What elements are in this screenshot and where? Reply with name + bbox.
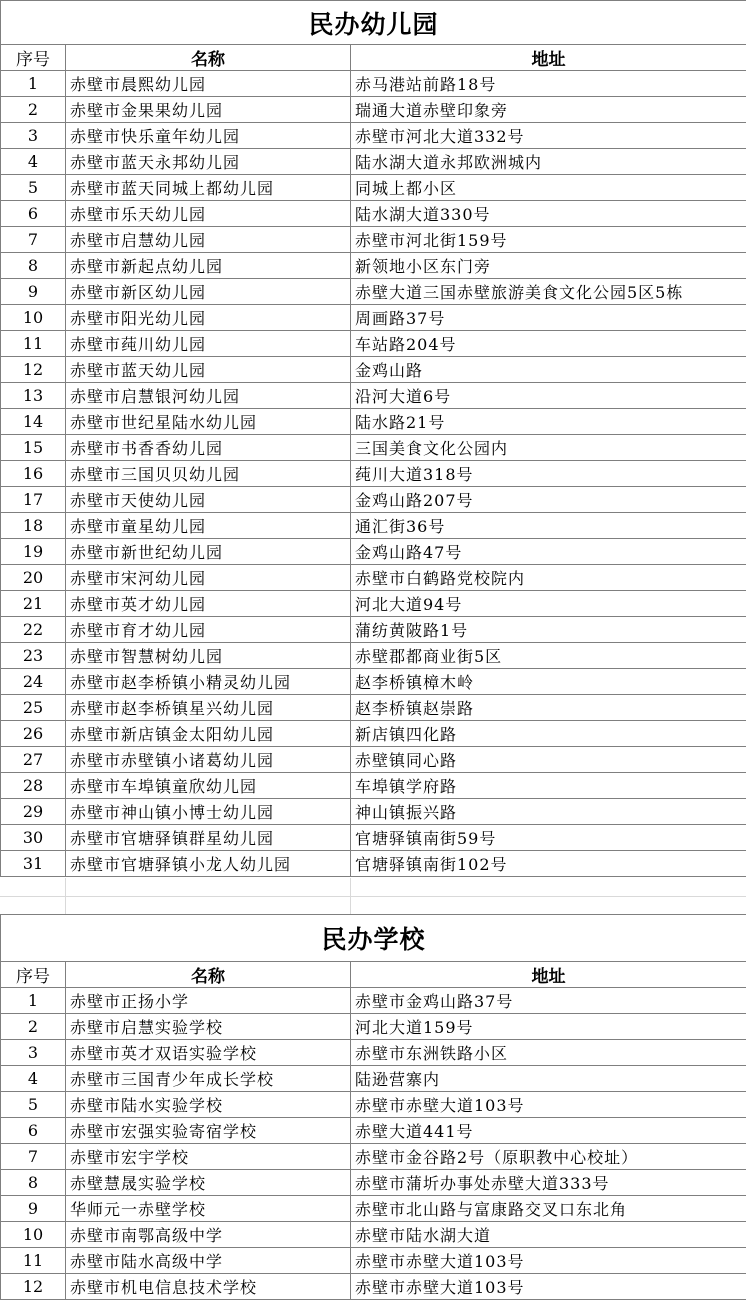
header-address: 地址 [351,962,746,988]
row-seq: 6 [1,201,66,227]
row-address: 陆水湖大道330号 [351,201,746,227]
table-row [1,1144,746,1170]
row-seq: 1 [1,71,66,97]
row-address: 金鸡山路47号 [351,539,746,565]
table-row [1,175,746,201]
row-seq: 2 [1,1014,66,1040]
row-name: 赤壁市南鄂高级中学 [66,1222,351,1248]
kindergarten-header-row [1,45,746,71]
row-address: 赤壁郡都商业街5区 [351,643,746,669]
row-name: 赤壁市乐天幼儿园 [66,201,351,227]
row-seq: 8 [1,1170,66,1196]
row-seq: 29 [1,799,66,825]
row-name: 赤壁市天使幼儿园 [66,487,351,513]
row-address: 沿河大道6号 [351,383,746,409]
row-name: 赤壁市世纪星陆水幼儿园 [66,409,351,435]
row-seq: 28 [1,773,66,799]
row-address: 赤壁市金鸡山路37号 [351,988,746,1014]
row-seq: 5 [1,1092,66,1118]
table-row [1,721,746,747]
row-name: 赤壁市宋河幼儿园 [66,565,351,591]
table-row [1,747,746,773]
table-row [1,331,746,357]
school-table [0,914,746,1300]
row-name: 赤壁市启慧幼儿园 [66,227,351,253]
table-row [1,461,746,487]
header-address: 地址 [351,45,746,71]
row-seq: 20 [1,565,66,591]
row-address: 官塘驿镇南街102号 [351,851,746,877]
row-seq: 22 [1,617,66,643]
table-row [1,71,746,97]
table-row [1,773,746,799]
row-seq: 21 [1,591,66,617]
table-row [1,825,746,851]
kindergarten-table-title: 民办幼儿园 [1,1,746,45]
row-name: 赤壁市英才幼儿园 [66,591,351,617]
table-row [1,383,746,409]
row-seq: 1 [1,988,66,1014]
row-seq: 11 [1,1248,66,1274]
sheet-gap [0,878,746,915]
row-seq: 19 [1,539,66,565]
table-row [1,1222,746,1248]
row-seq: 30 [1,825,66,851]
table-row [1,305,746,331]
row-address: 金鸡山路207号 [351,487,746,513]
row-name: 赤壁慧晟实验学校 [66,1170,351,1196]
row-seq: 31 [1,851,66,877]
row-name: 赤壁市阳光幼儿园 [66,305,351,331]
row-seq: 27 [1,747,66,773]
table-row [1,253,746,279]
row-name: 赤壁市宏强实验寄宿学校 [66,1118,351,1144]
table-row [1,123,746,149]
table-row [1,227,746,253]
row-seq: 7 [1,227,66,253]
row-seq: 6 [1,1118,66,1144]
row-address: 车埠镇学府路 [351,773,746,799]
row-address: 蒲纺黄陂路1号 [351,617,746,643]
row-name: 赤壁市蓝天幼儿园 [66,357,351,383]
row-seq: 12 [1,1274,66,1300]
row-name: 赤壁市育才幼儿园 [66,617,351,643]
row-seq: 5 [1,175,66,201]
row-name: 赤壁市官塘驿镇群星幼儿园 [66,825,351,851]
row-name: 赤壁市三国贝贝幼儿园 [66,461,351,487]
table-row [1,851,746,877]
row-name: 赤壁市车埠镇童欣幼儿园 [66,773,351,799]
row-seq: 15 [1,435,66,461]
row-address: 赤壁市白鹤路党校院内 [351,565,746,591]
row-address: 陆水路21号 [351,409,746,435]
row-address: 赤壁市河北街159号 [351,227,746,253]
row-seq: 8 [1,253,66,279]
row-address: 赤壁镇同心路 [351,747,746,773]
row-seq: 3 [1,1040,66,1066]
row-address: 神山镇振兴路 [351,799,746,825]
row-name: 赤壁市新起点幼儿园 [66,253,351,279]
row-name: 赤壁市启慧实验学校 [66,1014,351,1040]
table-row [1,1040,746,1066]
row-seq: 4 [1,149,66,175]
row-address: 赤壁市蒲圻办事处赤壁大道333号 [351,1170,746,1196]
row-seq: 9 [1,1196,66,1222]
header-seq: 序号 [1,45,66,71]
row-seq: 17 [1,487,66,513]
row-seq: 14 [1,409,66,435]
row-name: 赤壁市蓝天同城上都幼儿园 [66,175,351,201]
row-name: 赤壁市赵李桥镇星兴幼儿园 [66,695,351,721]
row-seq: 7 [1,1144,66,1170]
table-row [1,97,746,123]
row-seq: 12 [1,357,66,383]
row-address: 陆逊营寨内 [351,1066,746,1092]
table-row [1,1196,746,1222]
row-address: 新领地小区东门旁 [351,253,746,279]
row-name: 赤壁市三国青少年成长学校 [66,1066,351,1092]
row-seq: 2 [1,97,66,123]
table-row [1,695,746,721]
row-name: 赤壁市新店镇金太阳幼儿园 [66,721,351,747]
row-address: 同城上都小区 [351,175,746,201]
row-name: 赤壁市陆水高级中学 [66,1248,351,1274]
table-row [1,539,746,565]
table-row [1,149,746,175]
row-name: 赤壁市神山镇小博士幼儿园 [66,799,351,825]
row-name: 赤壁市赵李桥镇小精灵幼儿园 [66,669,351,695]
table-row [1,487,746,513]
row-address: 赤壁市赤壁大道103号 [351,1092,746,1118]
row-seq: 10 [1,305,66,331]
row-seq: 11 [1,331,66,357]
row-seq: 13 [1,383,66,409]
table-row [1,643,746,669]
row-name: 赤壁市蓝天永邦幼儿园 [66,149,351,175]
row-address: 官塘驿镇南街59号 [351,825,746,851]
row-name: 赤壁市陆水实验学校 [66,1092,351,1118]
header-name: 名称 [66,45,351,71]
row-address: 瑞通大道赤壁印象旁 [351,97,746,123]
table-row [1,1066,746,1092]
row-name: 赤壁市正扬小学 [66,988,351,1014]
table-row [1,1248,746,1274]
row-name: 赤壁市新世纪幼儿园 [66,539,351,565]
row-address: 河北大道94号 [351,591,746,617]
row-address: 赤马港站前路18号 [351,71,746,97]
row-address: 赤壁市北山路与富康路交叉口东北角 [351,1196,746,1222]
row-seq: 10 [1,1222,66,1248]
row-seq: 9 [1,279,66,305]
row-address: 赤壁市赤壁大道103号 [351,1274,746,1300]
table-row [1,1118,746,1144]
row-address: 赤壁市赤壁大道103号 [351,1248,746,1274]
row-address: 赤壁市陆水湖大道 [351,1222,746,1248]
header-name: 名称 [66,962,351,988]
row-name: 赤壁市机电信息技术学校 [66,1274,351,1300]
table-row [1,513,746,539]
row-address: 三国美食文化公园内 [351,435,746,461]
row-seq: 26 [1,721,66,747]
table-row [1,201,746,227]
row-address: 周画路37号 [351,305,746,331]
row-seq: 23 [1,643,66,669]
row-address: 赤壁大道三国赤壁旅游美食文化公园5区5栋 [351,279,746,305]
row-name: 赤壁市金果果幼儿园 [66,97,351,123]
table-row [1,799,746,825]
row-address: 赵李桥镇赵崇路 [351,695,746,721]
row-address: 赤壁市金谷路2号（原职教中心校址） [351,1144,746,1170]
row-address: 赤壁大道441号 [351,1118,746,1144]
school-table-title: 民办学校 [1,915,746,962]
table-row [1,617,746,643]
table-row [1,279,746,305]
row-name: 赤壁市宏宇学校 [66,1144,351,1170]
row-name: 赤壁市赤壁镇小诸葛幼儿园 [66,747,351,773]
row-name: 赤壁市智慧树幼儿园 [66,643,351,669]
header-seq: 序号 [1,962,66,988]
row-address: 赵李桥镇樟木岭 [351,669,746,695]
row-address: 河北大道159号 [351,1014,746,1040]
table-row [1,1274,746,1300]
school-table-section [0,914,746,1300]
table-row [1,669,746,695]
table-row [1,591,746,617]
row-name: 赤壁市晨熙幼儿园 [66,71,351,97]
row-address: 金鸡山路 [351,357,746,383]
school-header-row [1,962,746,988]
row-name: 赤壁市官塘驿镇小龙人幼儿园 [66,851,351,877]
row-address: 通汇街36号 [351,513,746,539]
row-seq: 25 [1,695,66,721]
table-row [1,988,746,1014]
table-row [1,1170,746,1196]
row-address: 新店镇四化路 [351,721,746,747]
row-name: 赤壁市童星幼儿园 [66,513,351,539]
row-seq: 18 [1,513,66,539]
row-name: 赤壁市快乐童年幼儿园 [66,123,351,149]
table-row [1,357,746,383]
table-row [1,565,746,591]
table-row [1,435,746,461]
row-address: 陆水湖大道永邦欧洲城内 [351,149,746,175]
row-name: 赤壁市书香香幼儿园 [66,435,351,461]
row-name: 赤壁市莼川幼儿园 [66,331,351,357]
row-seq: 16 [1,461,66,487]
row-seq: 24 [1,669,66,695]
table-row [1,409,746,435]
table-row [1,1092,746,1118]
row-seq: 3 [1,123,66,149]
row-name: 赤壁市英才双语实验学校 [66,1040,351,1066]
table-row [1,1014,746,1040]
row-name: 赤壁市启慧银河幼儿园 [66,383,351,409]
row-address: 赤壁市东洲铁路小区 [351,1040,746,1066]
row-address: 莼川大道318号 [351,461,746,487]
row-name: 华师元一赤壁学校 [66,1196,351,1222]
row-name: 赤壁市新区幼儿园 [66,279,351,305]
row-address: 赤壁市河北大道332号 [351,123,746,149]
row-seq: 4 [1,1066,66,1092]
row-address: 车站路204号 [351,331,746,357]
